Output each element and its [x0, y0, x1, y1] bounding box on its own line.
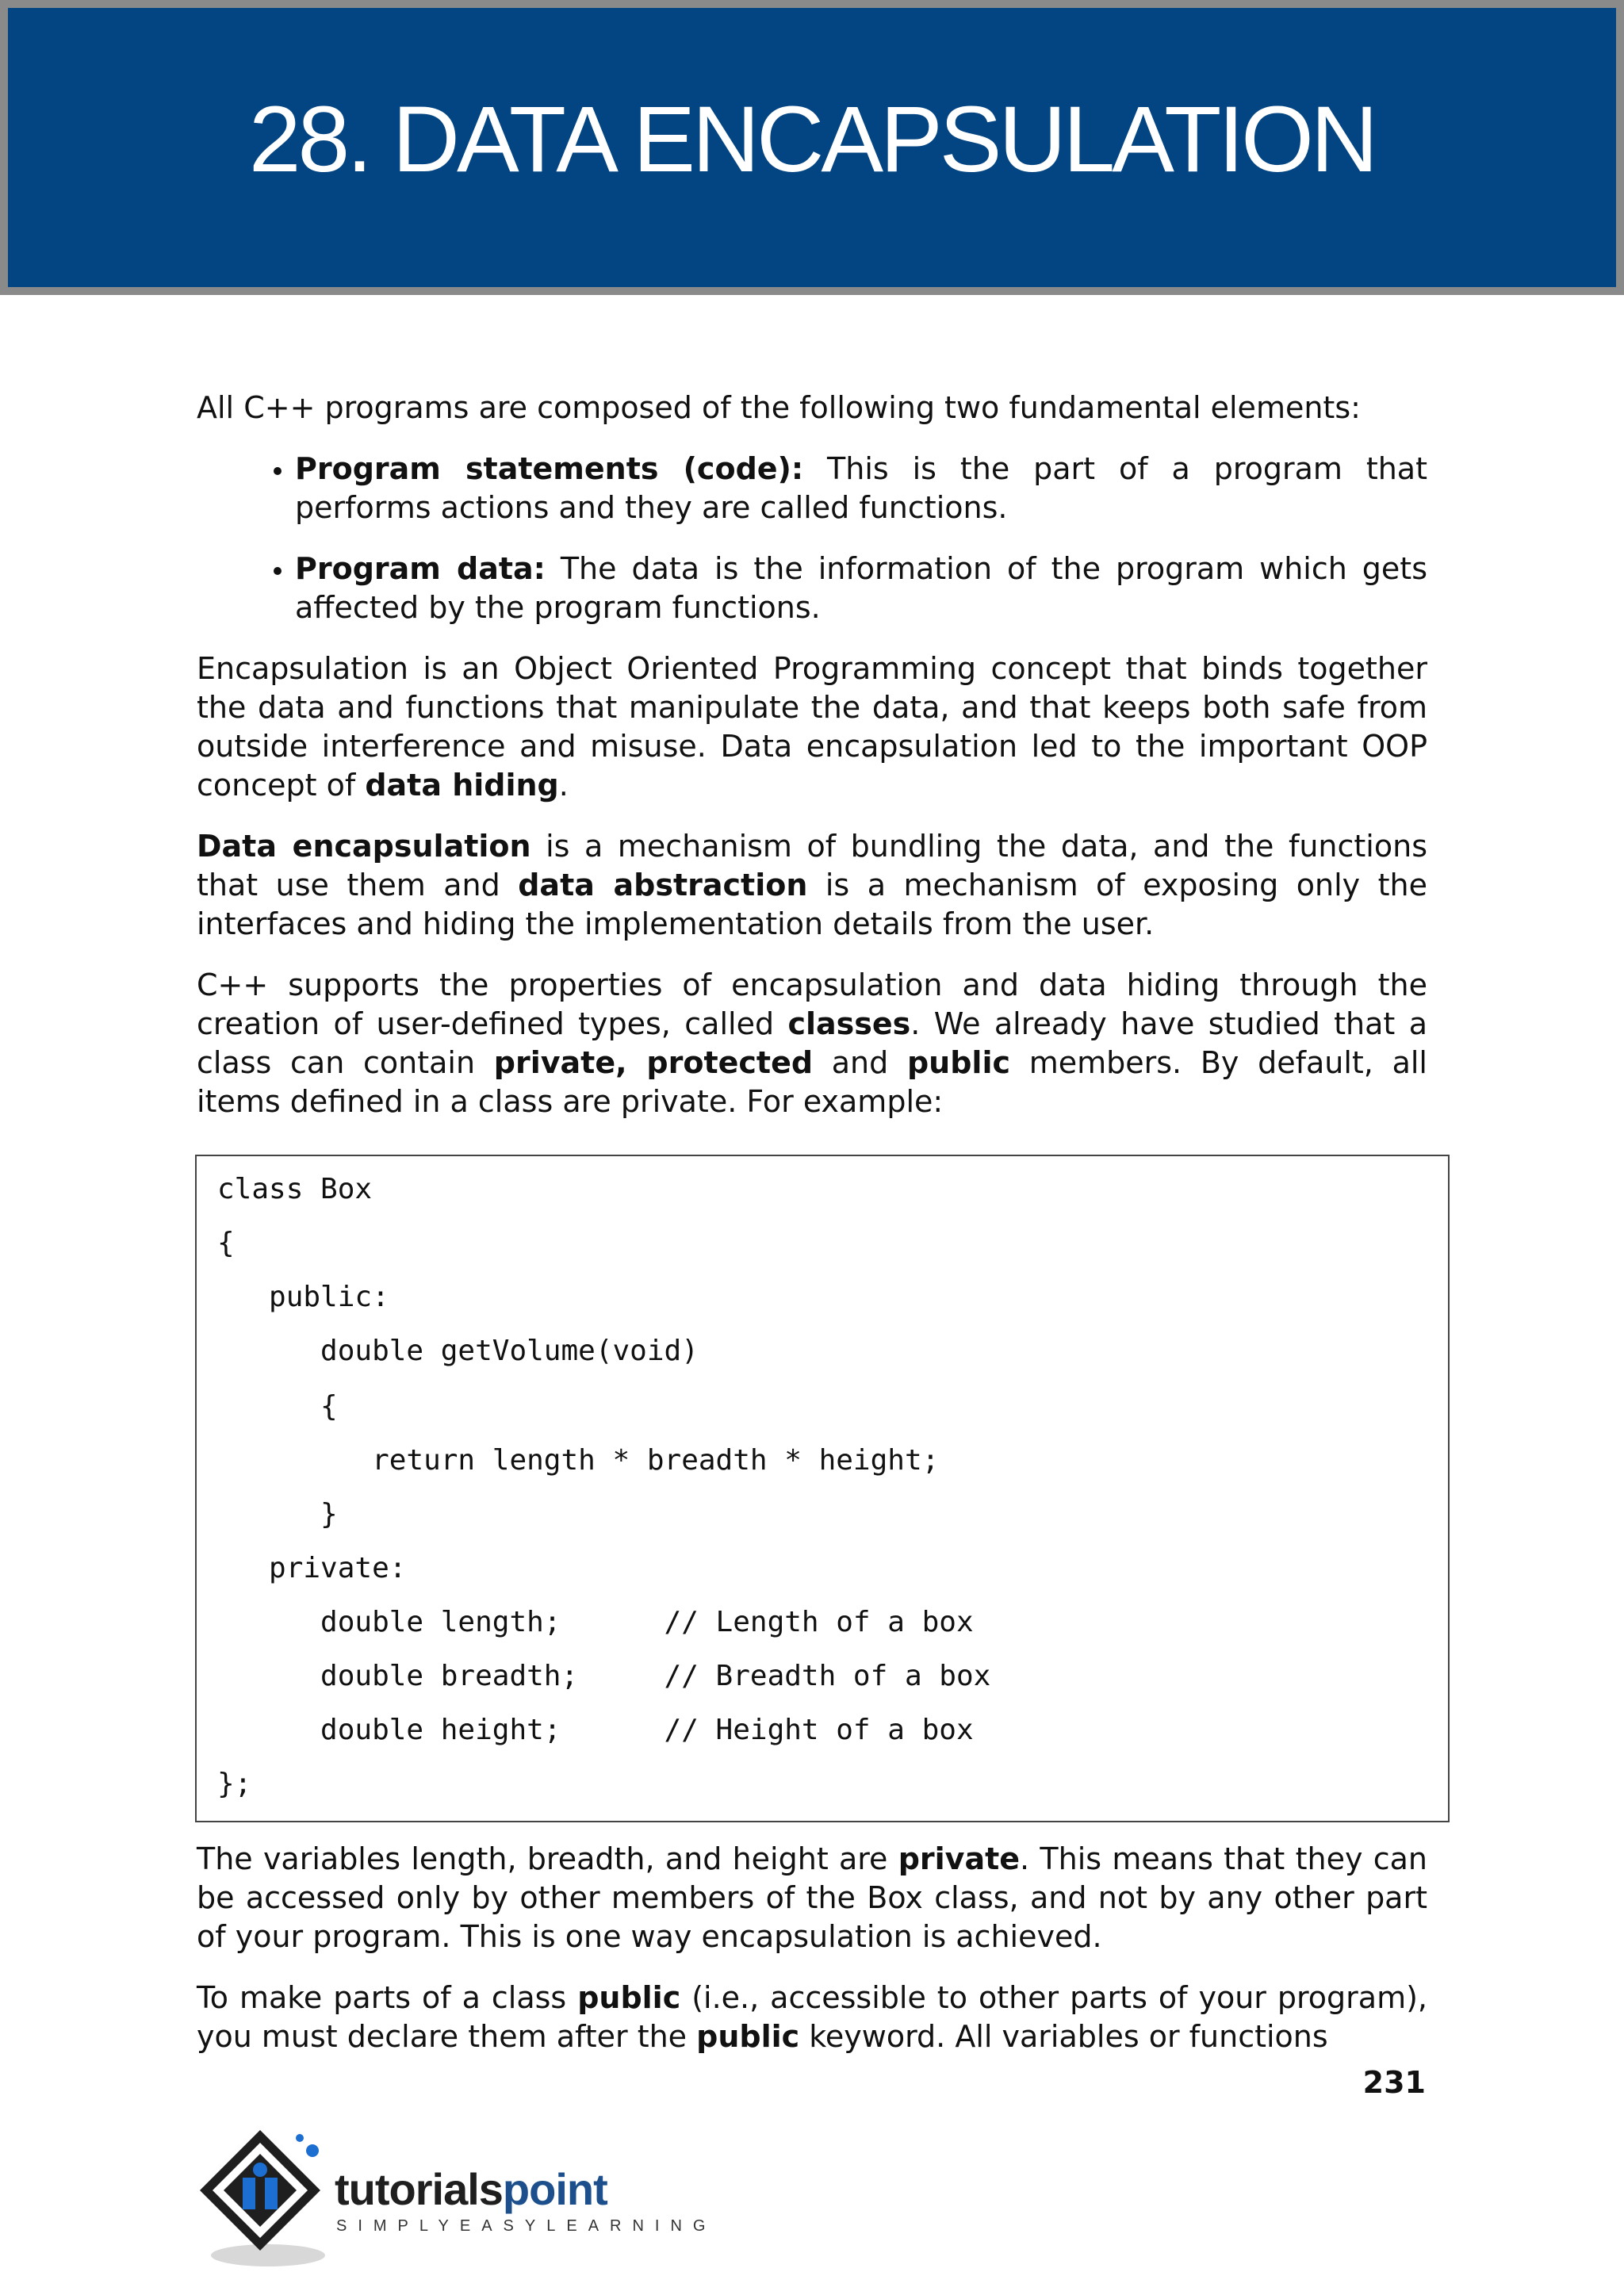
code-line: } — [217, 1498, 338, 1531]
text-run: To make parts of a class — [197, 1980, 578, 2015]
code-line: double height; // Height of a box — [217, 1714, 974, 1746]
text-run: members. By default, all items defined in a class are private. For example: — [197, 1045, 1427, 1119]
text-run: is a mechanism of exposing only the interfaces and hiding the implementation details from the user. — [197, 868, 1427, 941]
text-run: The variables length, breadth, and height are — [197, 1841, 898, 1876]
code-line: return length * breadth * height; — [217, 1444, 940, 1477]
text-run: Encapsulation is an Object Oriented Programming concept that binds together the data and functions that manipulate the data, and that keeps both safe from outside interference and misuse. Data encapsulation led to the important OOP concept of — [197, 651, 1427, 803]
logo-diamond-icon — [195, 2122, 330, 2273]
bold-term: classes — [787, 1006, 911, 1041]
chapter-banner-inner — [8, 8, 1616, 287]
code-line: double length; // Length of a box — [217, 1606, 974, 1638]
chapter-title: 28. DATA ENCAPSULATION — [248, 87, 1376, 192]
body-content-continued — [197, 1840, 1427, 2079]
bold-term: public — [906, 1045, 1010, 1080]
code-line: { — [217, 1390, 338, 1423]
elements-list — [197, 450, 1427, 627]
bold-term: private — [898, 1841, 1021, 1876]
code-line: double getVolume(void) — [217, 1335, 699, 1367]
code-line: { — [217, 1227, 235, 1259]
list-item-text: The data is the information of the program which gets affected by the program functions. — [295, 551, 1427, 625]
text-run: . We already have studied that a class can contain — [197, 1006, 1428, 1080]
code-line: double breadth; // Breadth of a box — [217, 1660, 991, 1692]
text-run: is a mechanism of bundling the data, and the functions that use them and — [197, 829, 1427, 902]
classes-paragraph — [197, 966, 1427, 1121]
list-item — [295, 450, 1427, 527]
code-example — [195, 1155, 1450, 1822]
logo-tagline: SIMPLYEASYLEARNING — [336, 2217, 717, 2235]
text-run: . This means that they can be accessed only by other members of the Box class, and not by any other part of your program. This is one way encapsulation is achieved. — [197, 1841, 1427, 1954]
text-run: (i.e., accessible to other parts of your program), you must declare them after the — [197, 1980, 1427, 2054]
private-paragraph — [197, 1840, 1427, 1956]
encapsulation-paragraph — [197, 649, 1427, 805]
bold-term: data abstraction — [518, 868, 808, 902]
page-number: 231 — [1362, 2065, 1426, 2100]
mechanism-paragraph — [197, 827, 1427, 944]
bold-term: public — [577, 1980, 681, 2015]
logo-wordmark-part: tutorials — [335, 2164, 503, 2214]
bold-term: private, protected — [493, 1045, 814, 1080]
list-item-term: Program statements (code): — [295, 451, 804, 486]
list-item-term: Program data: — [295, 551, 546, 586]
public-paragraph — [197, 1979, 1427, 2056]
code-line: class Box — [217, 1173, 373, 1205]
body-content — [197, 389, 1427, 1144]
bold-term: Data encapsulation — [197, 829, 531, 864]
code-line: private: — [217, 1552, 407, 1584]
logo-wordmark-part: point — [502, 2164, 607, 2214]
text-run: . — [558, 768, 569, 803]
text-run: and — [813, 1045, 907, 1080]
intro-paragraph: All C++ programs are composed of the following two fundamental elements: — [197, 390, 1361, 425]
tutorialspoint-logo — [195, 2122, 717, 2273]
logo-wordmark — [335, 2163, 607, 2215]
text-run: C++ supports the properties of encapsulation and data hiding through the creation of user-defined types, called — [197, 967, 1427, 1041]
code-line: public: — [217, 1281, 389, 1313]
chapter-banner — [0, 0, 1624, 295]
bold-term: data hiding — [365, 768, 559, 803]
text-run: keyword. All variables or functions — [799, 2019, 1328, 2054]
code-line: }; — [217, 1768, 252, 1800]
bold-term: public — [696, 2019, 800, 2054]
list-item-text: This is the part of a program that performs actions and they are called functions. — [295, 451, 1427, 525]
list-item — [295, 550, 1427, 627]
